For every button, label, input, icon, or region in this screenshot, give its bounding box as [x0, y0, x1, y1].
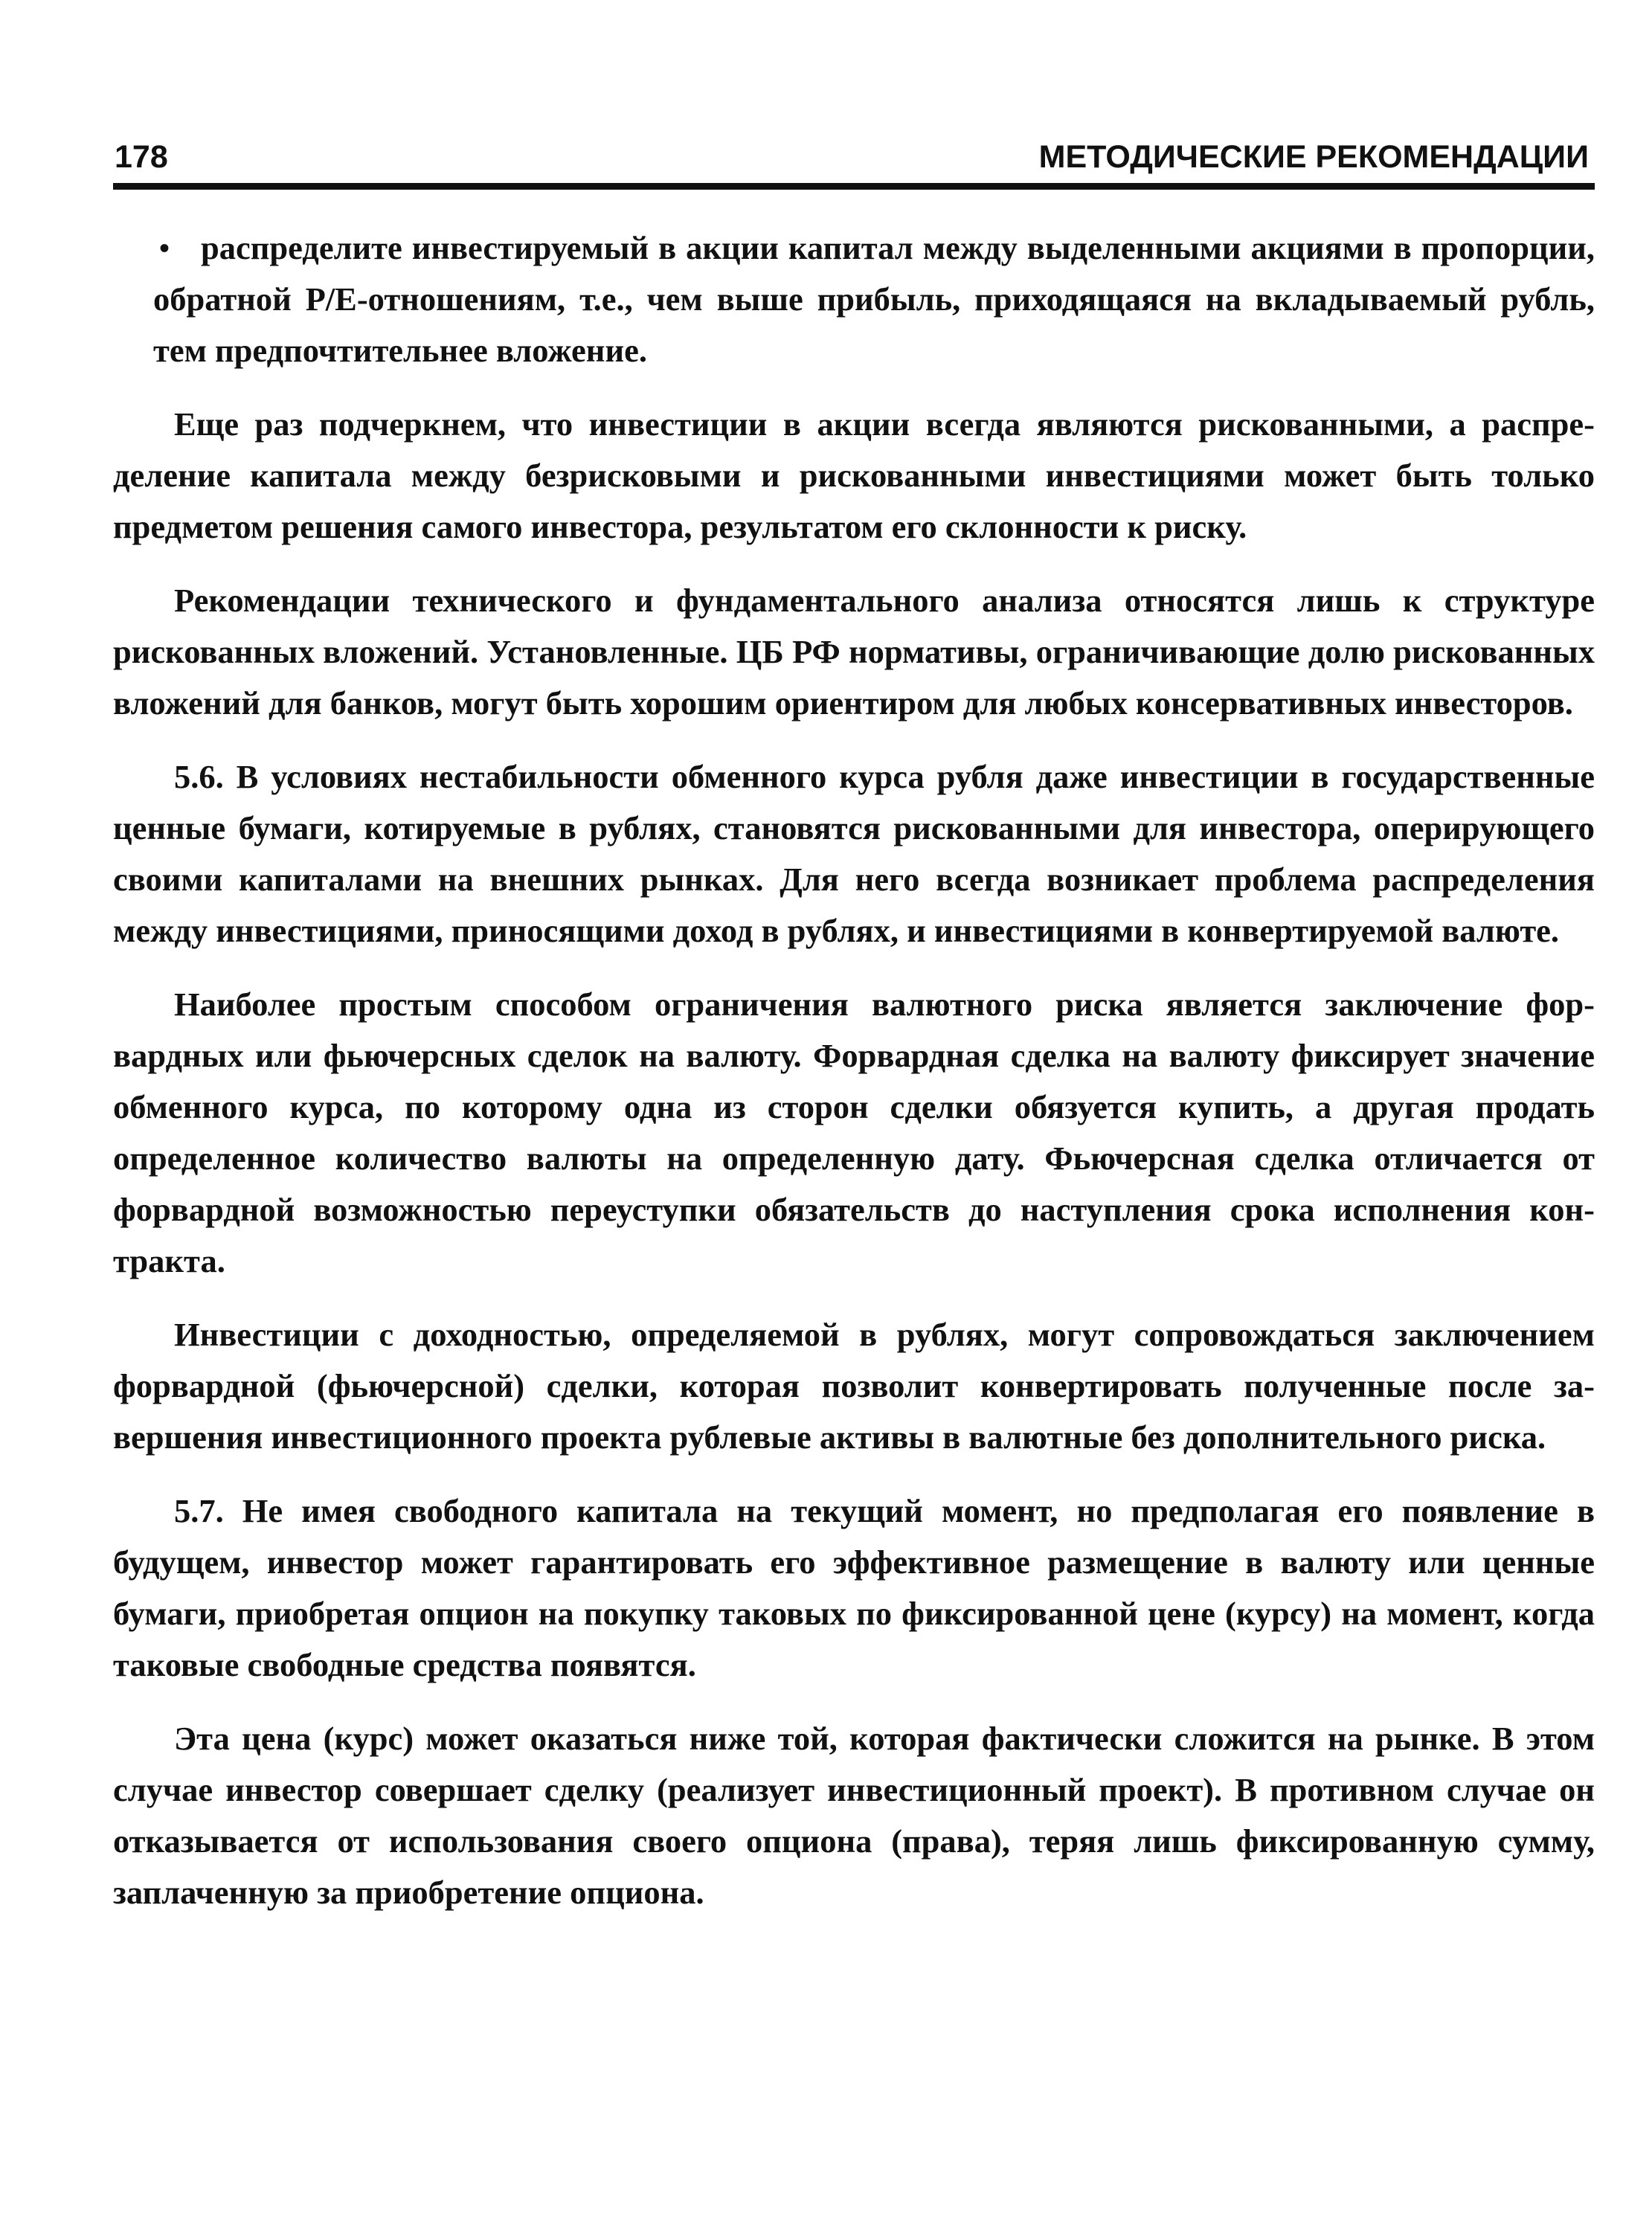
paragraph-analysis-recommendations: Рекомендации технического и фундаментального анализа относятся лишь к структуре рискованных вложений. Установленные. ЦБ РФ нормативы, ограничивающие долю рискованных вложений для банков, могут быть хорошим ориентиром для любых консервативных инвесторов.	[113, 582, 1595, 722]
bullet-item	[113, 222, 1595, 376]
header-rule	[113, 183, 1595, 190]
page-number: 178	[115, 139, 168, 175]
page-body	[113, 222, 1595, 1918]
paragraph-option-price: Эта цена (курс) может оказаться ниже той, которая фактически сложится на рынке. В этом случае инвестор совершает сделку (реализует инвестиционный проект). В противном случае он отказывается от использования своего опциона (права), теряя лишь фиксированную сумму, заплаченную за приобретение опциона.	[113, 1720, 1595, 1911]
book-page	[113, 134, 1595, 1941]
bullet-mark: •	[159, 231, 170, 265]
paragraph-risk-note: Еще раз подчеркнем, что инвестиции в акции всегда являются рискованными, а распределение капитала между безрисковыми и рискованными инвестициями может быть только предметом решения самого инвестора, результатом его склонности к риску.	[113, 405, 1595, 545]
section-title: МЕТОДИЧЕСКИЕ РЕКОМЕНДАЦИИ	[1038, 139, 1589, 175]
paragraph-currency-risk: Наиболее простым способом ограничения валютного риска является заключение форвардных или фьючерсных сделок на валюту. Форвардная сделка на валюту фиксирует значение обменного курса, по которому одна из сторон сделки обязуется купить, а другая продать определенное количество валюты на определенную дату. Фьючерсная сделка отличается от форвардной возможностью переуступки обязательств до наступления срока исполнения контракта.	[113, 986, 1595, 1279]
paragraph-section-5-6: 5.6. В условиях нестабильности обменного курса рубля даже инвестиции в государственные ценные бумаги, котируемые в рублях, становятся рискованными для инвестора, оперирующего своими капиталами на внешних рынках. Для него всегда возникает проблема распределения между инвестициями, приносящими доход в рублях, и инвестициями в конвертируемой валюте.	[113, 758, 1595, 949]
bullet-text: распределите инвестируемый в акции капитал между выделенными акциями в пропорции, обратной Р/Е-отношениям, т.е., чем выше прибыль, приходящаяся на вкладываемый рубль, тем предпочтительнее вложение.	[153, 229, 1595, 369]
paragraph-ruble-investments: Инвестиции с доходностью, определяемой в рублях, могут сопровождаться заключением форвардной (фьючерсной) сделки, которая позволит конвертировать полученные после завершения инвестиционного проекта рублевые активы в валютные без дополнительного риска.	[113, 1316, 1595, 1456]
running-header	[113, 134, 1595, 180]
paragraph-section-5-7: 5.7. Не имея свободного капитала на текущий момент, но предполагая его появление в будущем, инвестор может гарантировать его эффективное размещение в валюту или ценные бумаги, приобретая опцион на покупку таковых по фиксированной цене (курсу) на момент, когда таковые свободные средства появятся.	[113, 1492, 1595, 1683]
